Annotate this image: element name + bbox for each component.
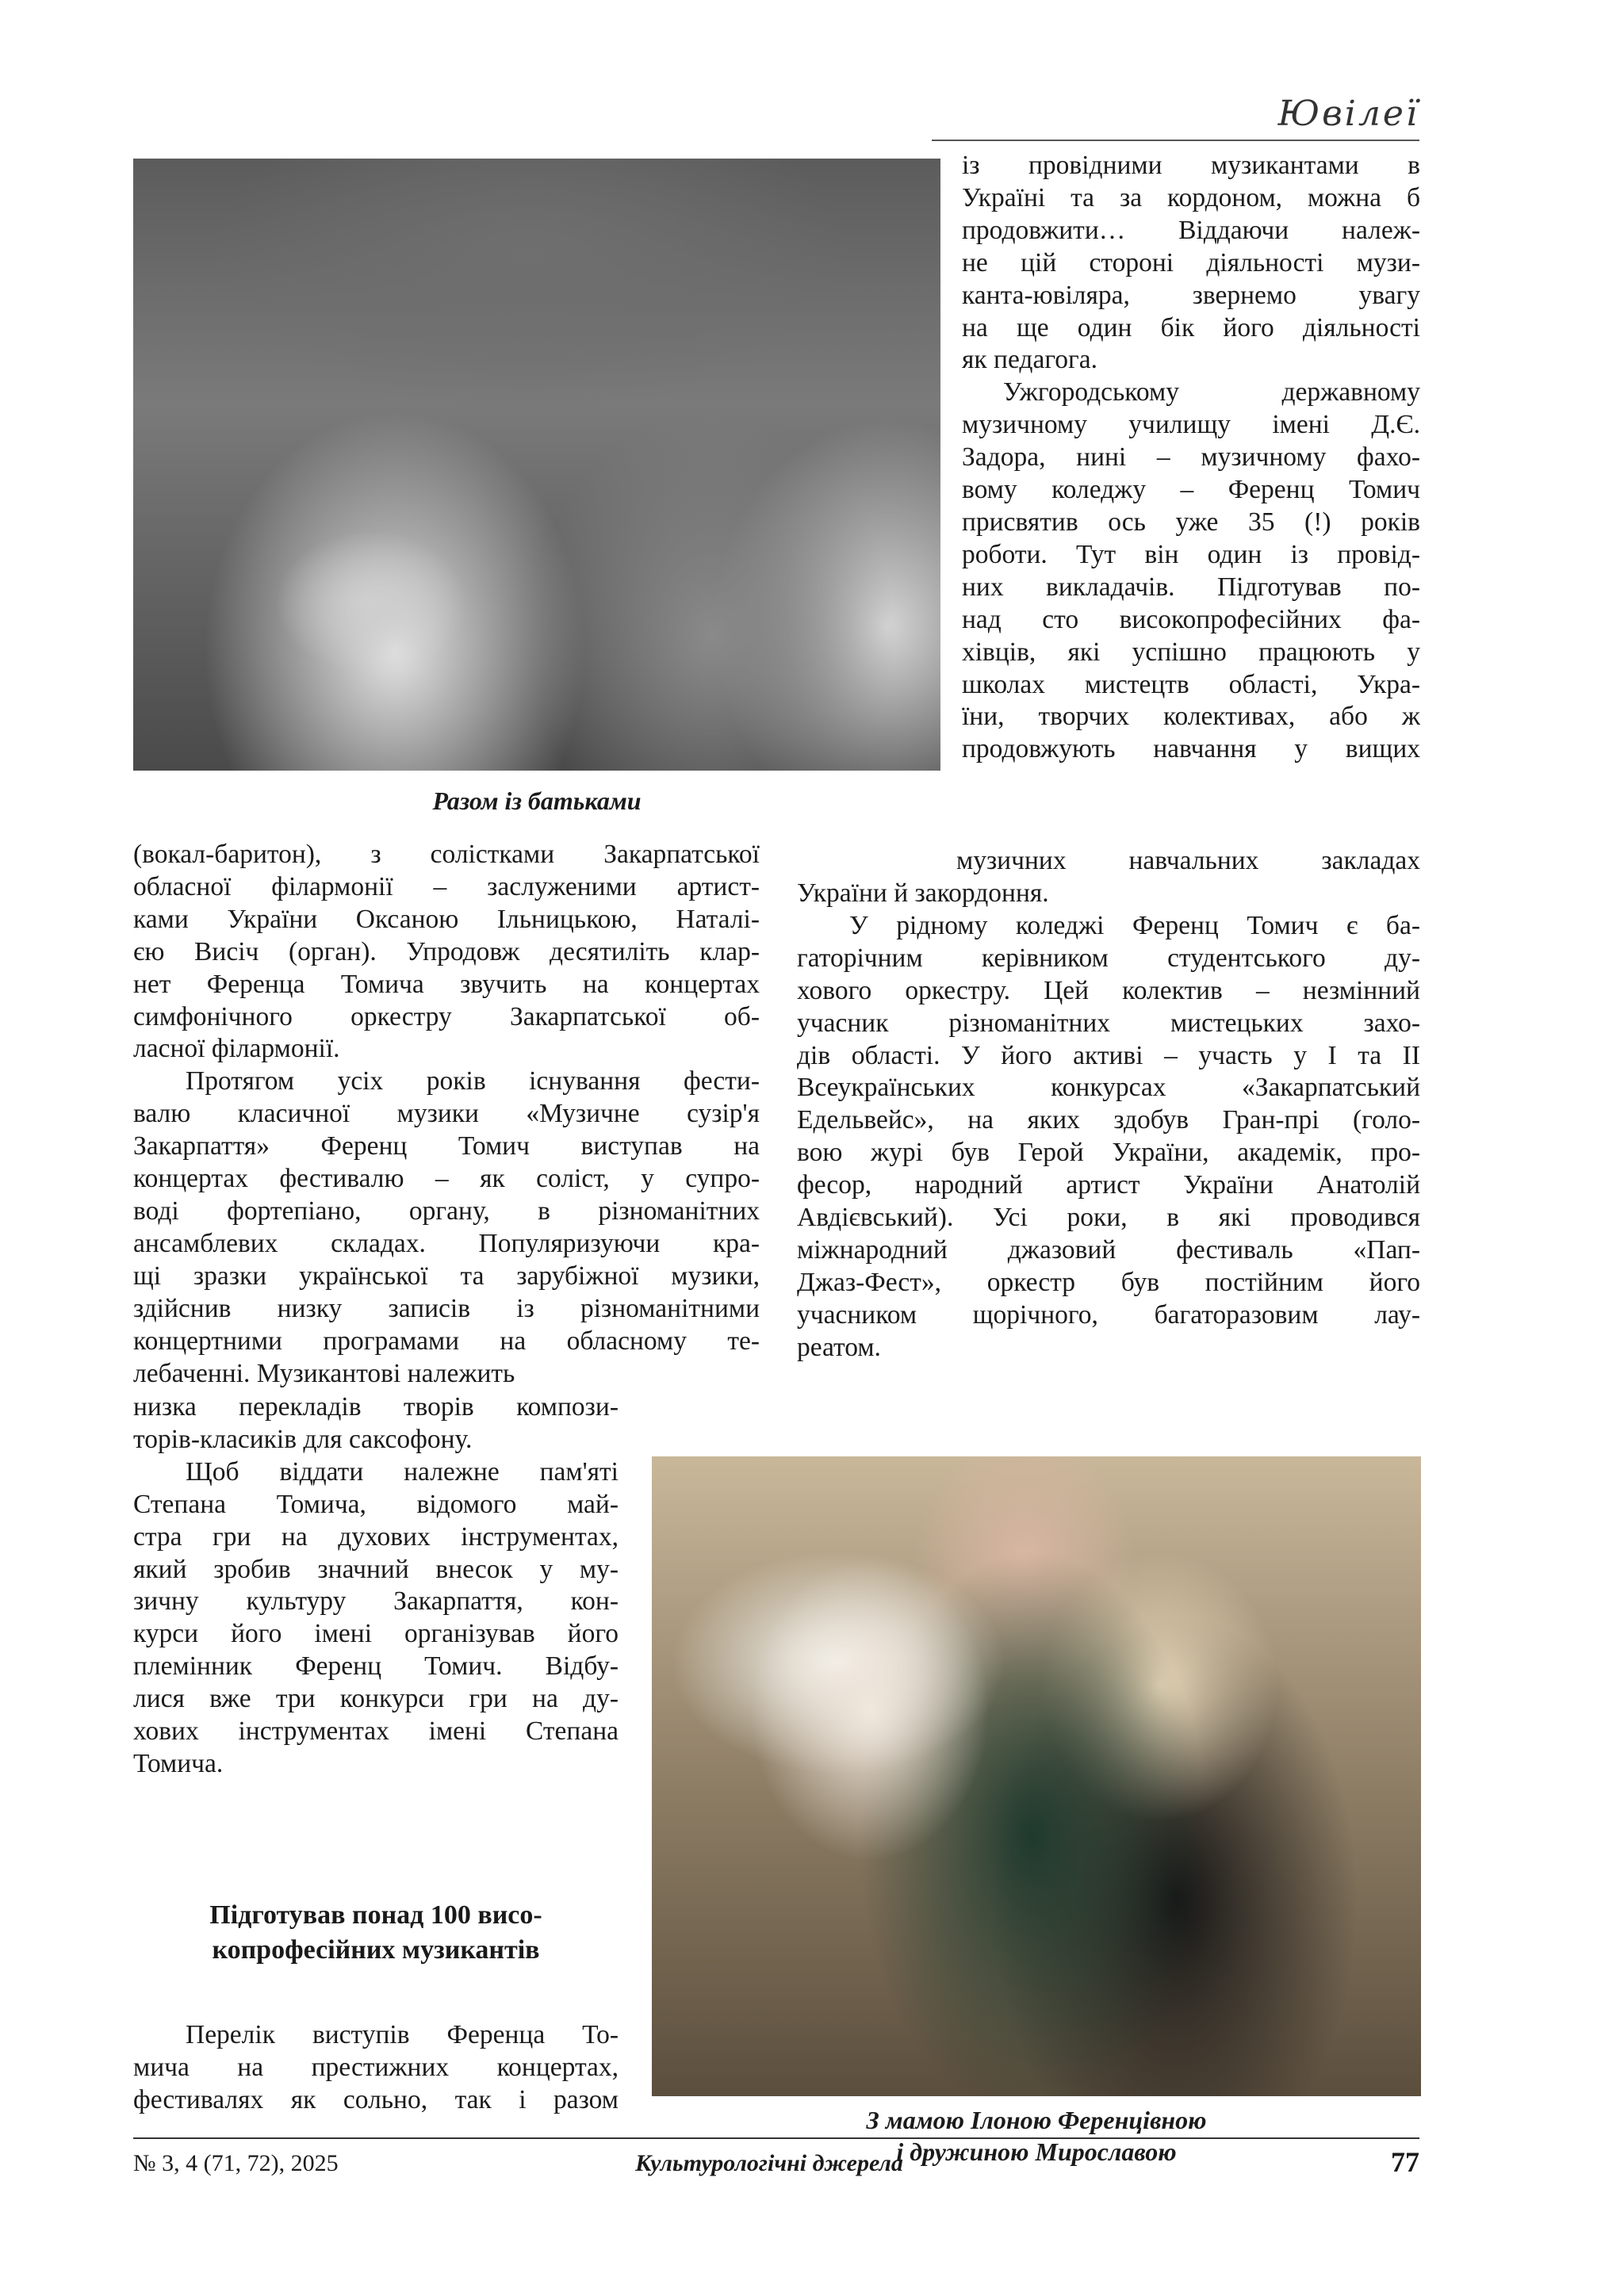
right-column-top: із провідними музикантами в Україні та за кордоном, можна б продовжити… Віддаючи належ- не цій стороні діяльності музи- канта-ювіляра, звернемо увагу на ще один бік його діяльності як педагога. Ужгородському державному музичному училищу імені Д.Є. Задора, нині – музичному фахо- вому коледжу – Ференц Томич присвятив ось уже 35 (!) років роботи. Тут він один із провід- них викладачів. Підготував по- над сто високопрофесійних фа- хівців, які успішно працюють у школах мистецтв області, Укра- їни, творчих колективах, або ж продовжують навчання у вищих [962, 151, 1420, 764]
left-column: (вокал-баритон), з солістками Закарпатської обласної філармонії – заслуженими артист- ками України Оксаною Ільницькою, Наталі- єю Висіч (орган). Упродовж десятиліть клар- нет Ференца Томича звучить на концертах симфонічного оркестру Закарпатської об- ласної філармонії. Протягом усіх років існування фести- валю класичної музики «Музичне сузір'я Закарпаття» Ференц Томич виступав на концертах фестивалю – як соліст, у супро- воді фортепіано, органу, в різноманітних ансамблевих складах. Популяризуючи кра- щі зразки української та зарубіжної музики, здійснив низку записів із різноманітними концертними програмами на обласному те- лебаченні. Музикантові належить [133, 840, 760, 1388]
photo-caption-family: З мамою Ілоною Ференцівною і дружиною Мирославою [866, 2106, 1207, 2166]
right-column-line-19: музичних навчальних закладах [956, 846, 1420, 875]
footer-rule [133, 2137, 1419, 2139]
photo-with-mother-and-wife [652, 1456, 1421, 2096]
subheading: Підготував понад 100 висо- копрофесійних музикантів [209, 1900, 542, 1965]
photo-caption-parents: Разом із батьками [432, 786, 642, 815]
section-rule [932, 140, 1419, 141]
narrow-column: низка перекладів творів компози- торів-класиків для саксофону. Щоб віддати належне пам'яті Степана Томича, відомого май- стра гри на духових інструментах, який зробив значний внесок у му- зичну культуру Закарпаття, кон- курси його імені організував його племінник Ференц Томич. Відбу- лися вже три конкурси гри на ду- хових інструментах імені Степана Томича. [133, 1392, 619, 1778]
photo-with-parents [133, 159, 940, 771]
footer-issue: № 3, 4 (71, 72), 2025 [133, 2150, 339, 2176]
section-title: Ювілеї [1277, 94, 1419, 134]
narrow-column-end: Перелік виступів Ференца То- мича на престижних концертах, фестивалях як сольно, так і разом [133, 2020, 619, 2114]
footer-journal: Культурологічні джерела [635, 2150, 903, 2176]
right-column-bottom: України й закордоння. У рідному коледжі Ференц Томич є ба- гаторічним керівником студентського ду- хового оркестру. Цей колектив – незмінний учасник різноманітних мистецьких захо- дів області. У його активі – участь у І та ІІ Всеукраїнських конкурсах «Закарпатський Едельвейс», на яких здобув Гран-прі (голо- вою журі був Герой України, академік, про- фесор, народний артист України Анатолій Авдієвський). Усі роки, в які проводився міжнародний джазовий фестиваль «Пап- Джаз-Фест», оркестр був постійним його учасником щорічного, багаторазовим лау- реатом. [797, 878, 1420, 1362]
page-number: 77 [1391, 2146, 1419, 2178]
